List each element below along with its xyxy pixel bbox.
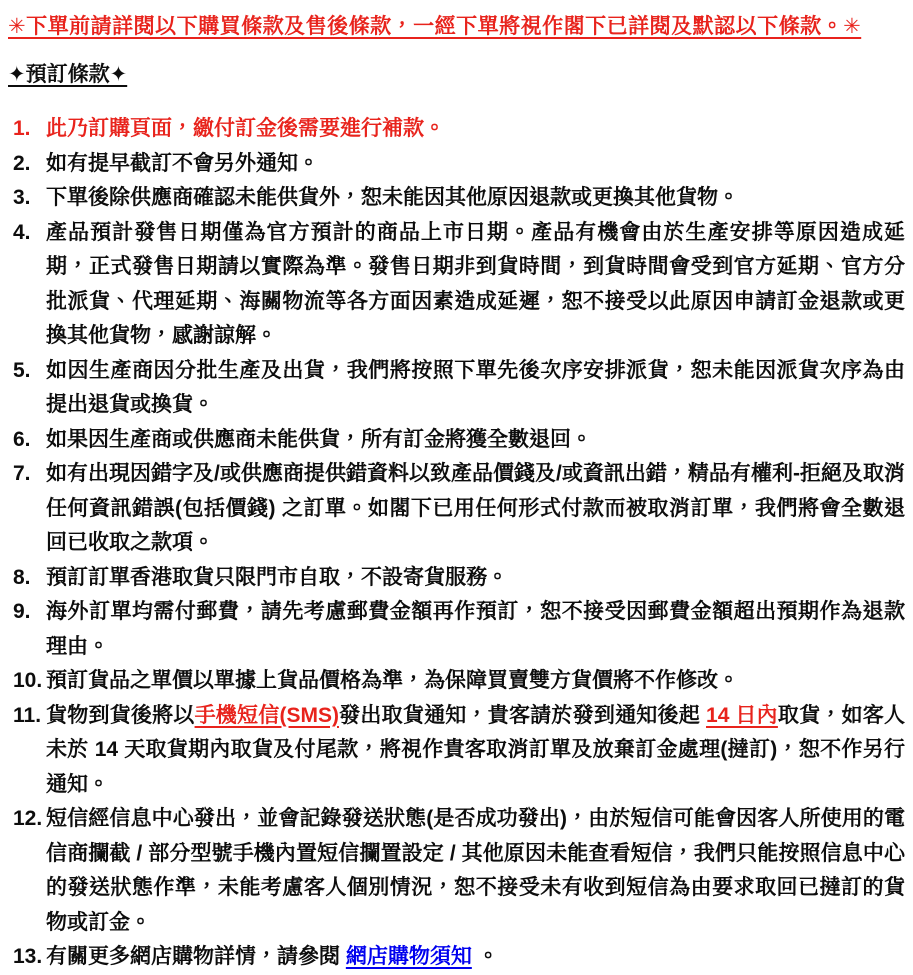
term-item-10 <box>8 664 905 699</box>
term-number: 11. <box>13 703 42 727</box>
term-number: 1. <box>13 117 31 140</box>
term-item-12 <box>8 802 905 940</box>
term-number: 3. <box>13 186 31 209</box>
term-item-13 <box>8 940 905 975</box>
term-text-segment: 發出取貨通知，貴客請於發到通知後起 <box>338 703 707 727</box>
pickup-deadline-highlight: 14 日內 <box>706 703 778 727</box>
notice-banner: ✳下單前請詳閱以下購買條款及售後條款，一經下單將視作閣下已詳閱及默認以下條款。✳ <box>8 15 862 38</box>
term-text: 此乃訂購頁面，繳付訂金後需要進行補款。 <box>46 117 445 140</box>
sms-notice-highlight: 手機短信(SMS) <box>194 703 339 727</box>
term-text: 預訂貨品之單價以單據上貨品價格為準，為保障買賣雙方貨價將不作修改。 <box>46 669 739 692</box>
section-heading-preorder-terms: ✦預訂條款✦ <box>8 63 128 86</box>
term-number: 6. <box>13 427 31 451</box>
term-text: 下單後除供應商確認未能供貨外，恕未能因其他原因退款或更換其他貨物。 <box>46 186 739 209</box>
term-item-1 <box>8 112 905 147</box>
term-number: 9. <box>13 600 31 623</box>
term-text: 如果因生產商或供應商未能供貨，所有訂金將獲全數退回。 <box>46 427 592 451</box>
term-text: 海外訂單均需付郵費，請先考慮郵費金額再作預訂，恕不接受因郵費金額超出預期作為退款理由。 <box>46 600 905 658</box>
term-number: 10. <box>13 669 43 692</box>
term-item-4 <box>8 216 905 354</box>
term-number: 8. <box>13 565 31 589</box>
term-text: 如因生產商因分批生產及出貨，我們將按照下單先後次序安排派貨，恕未能因派貨次序為由提出退貨或換貨。 <box>46 358 905 416</box>
term-number: 7. <box>13 462 31 485</box>
term-item-6 <box>8 423 905 458</box>
term-text: 如有出現因錯字及/或供應商提供錯資料以致產品價錢及/或資訊出錯，精品有權利-拒絕及取消任何資訊錯誤(包括價錢) 之訂單。如閣下已用任何形式付款而被取消訂單，我們將會全數退回已收取之款項。 <box>46 462 905 554</box>
terms-list <box>8 112 905 975</box>
term-item-9 <box>8 595 905 664</box>
term-number: 12. <box>13 807 43 830</box>
term-text-segment: 貨物到貨後將以 <box>46 703 195 727</box>
term-text: 預訂訂單香港取貨只限門市自取，不設寄貨服務。 <box>46 565 508 589</box>
term-number: 5. <box>13 358 31 382</box>
term-text-segment: 有關更多網店購物詳情，請參閱 <box>46 945 346 968</box>
term-item-11 <box>8 699 905 803</box>
shop-guide-link[interactable]: 網店購物須知 <box>345 945 472 968</box>
term-item-7 <box>8 457 905 561</box>
term-text: 如有提早截訂不會另外通知。 <box>46 151 319 175</box>
term-text-segment: 。 <box>471 945 499 968</box>
term-text <box>46 940 905 975</box>
term-number: 4. <box>13 220 31 244</box>
term-item-5 <box>8 354 905 423</box>
term-item-3 <box>8 181 905 216</box>
term-text-segment: 取貨，如客人未於 14 天取貨期內取貨及付尾款，將視作貴客取消訂單及放棄訂金處理(撻訂)，恕不作另行通知。 <box>46 703 906 796</box>
term-item-2 <box>8 147 905 182</box>
term-text <box>46 699 905 803</box>
term-item-8 <box>8 561 905 596</box>
term-text: 短信經信息中心發出，並會記錄發送狀態(是否成功發出)，由於短信可能會因客人所使用的電信商攔截 / 部分型號手機內置短信攔置設定 / 其他原因未能查看短信，我們只能按照信息中心的發送狀態作準，未能考慮客人個別情況，恕不接受未有收到短信為由要求取回已撻訂的貨物或訂金。 <box>46 807 905 934</box>
term-number: 13. <box>13 945 43 968</box>
term-number: 2. <box>13 151 31 175</box>
term-text: 產品預計發售日期僅為官方預計的商品上市日期。產品有機會由於生產安排等原因造成延期，正式發售日期請以實際為準。發售日期非到貨時間，到貨時間會受到官方延期、官方分批派貨、代理延期、海關物流等各方面因素造成延遲，恕不接受以此原因申請訂金退款或更換其他貨物，感謝諒解。 <box>46 220 905 347</box>
